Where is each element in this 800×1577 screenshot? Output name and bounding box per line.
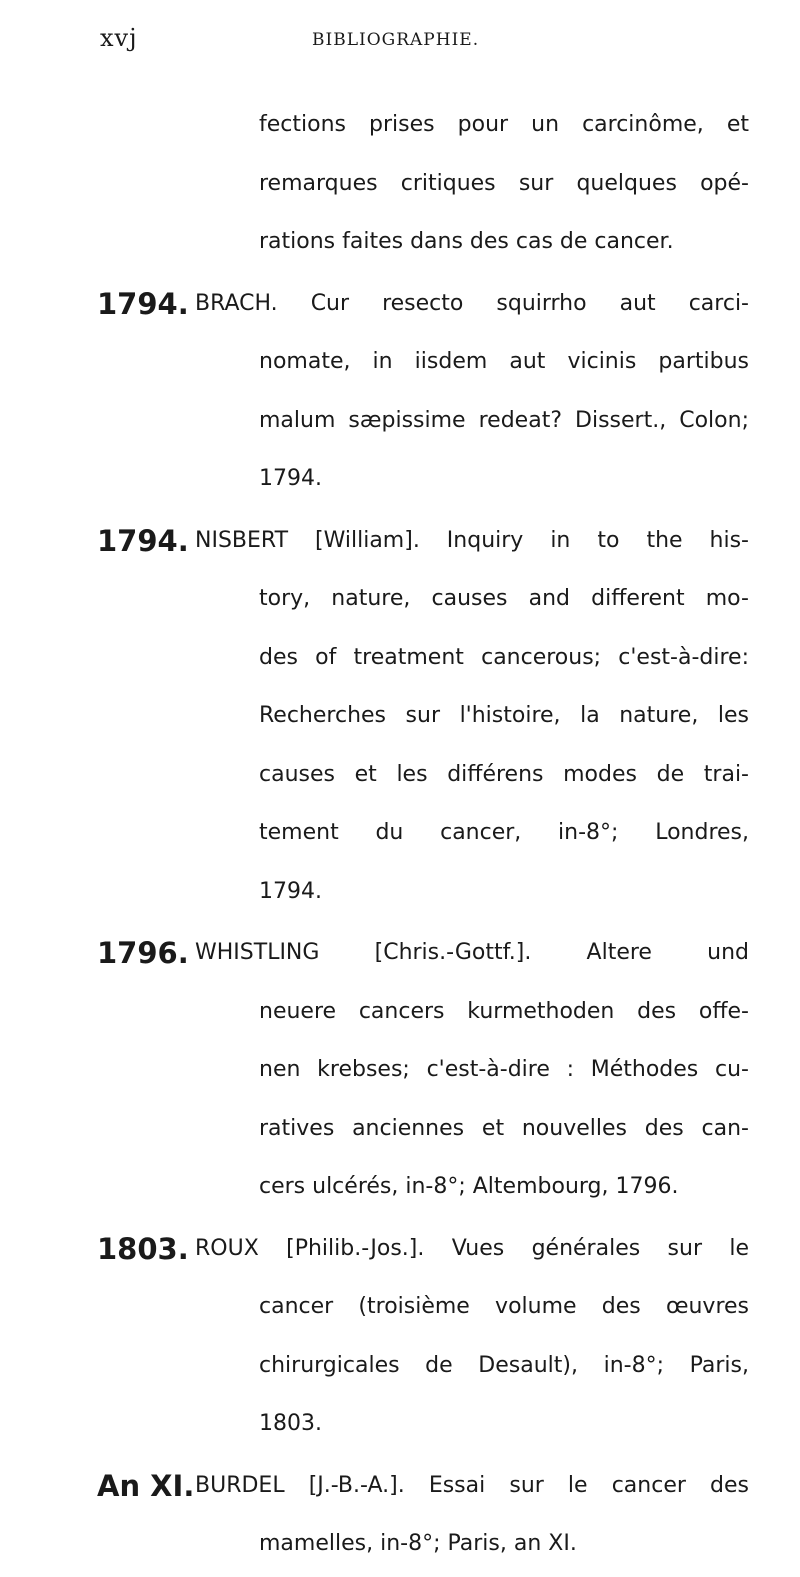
entry-year: 1803. xyxy=(97,1231,189,1266)
text-line: causes et les différens modes de trai- xyxy=(259,761,749,787)
entry-text xyxy=(195,924,749,1217)
running-title: BIBLIOGRAPHIE. xyxy=(312,30,480,50)
bibliography-body xyxy=(0,96,800,1577)
text-line: ROUX [Philib.-Jos.]. Vues générales sur le xyxy=(195,1235,749,1261)
text-line: remarques critiques sur quelques opé- xyxy=(259,170,749,196)
entry-text xyxy=(195,1220,749,1454)
bibliography-entry-brach xyxy=(0,275,800,509)
text-line: 1794. xyxy=(259,878,322,904)
text-line: mamelles, in-8°; Paris, an XI. xyxy=(259,1531,577,1556)
text-line: tory, nature, causes and different mo- xyxy=(259,586,749,611)
bibliography-entry-roux xyxy=(0,1220,800,1454)
text-line: cers ulcérés, in-8°; Altembourg, 1796. xyxy=(259,1174,679,1199)
entry-text xyxy=(259,96,749,272)
entry-text xyxy=(195,275,749,509)
text-line: malum sæpissime redeat? Dissert., Colon; xyxy=(259,407,749,433)
entry-year: 1796. xyxy=(97,936,189,970)
page-number: xvj xyxy=(100,24,138,52)
text-line: cancer (troisième volume des œuvres xyxy=(259,1294,749,1319)
bibliography-entry-burdel xyxy=(0,1457,800,1574)
text-line: des of treatment cancerous; c'est-à-dire: xyxy=(259,644,749,670)
entry-text xyxy=(195,512,749,922)
text-line: NISBERT [William]. Inquiry in to the his- xyxy=(195,527,749,553)
text-line: BRACH. Cur resecto squirrho aut carci- xyxy=(195,290,749,316)
bibliography-entry-nisbert xyxy=(0,512,800,922)
text-line: 1803. xyxy=(259,1411,322,1436)
text-line: Recherches sur l'histoire, la nature, les xyxy=(259,703,749,728)
bibliography-entry-continuation xyxy=(0,96,800,272)
text-line: ratives anciennes et nouvelles des can- xyxy=(259,1115,749,1141)
text-line: WHISTLING [Chris.-Gottf.]. Altere und xyxy=(195,940,749,965)
page-header xyxy=(100,24,660,64)
text-line: fections prises pour un carcinôme, et xyxy=(259,112,749,137)
text-line: rations faites dans des cas de cancer. xyxy=(259,229,674,254)
text-line: BURDEL [J.-B.-A.]. Essai sur le cancer des xyxy=(195,1472,749,1498)
entry-text xyxy=(195,1457,749,1574)
text-line: neuere cancers kurmethoden des offe- xyxy=(259,998,749,1024)
text-line: tement du cancer, in-8°; Londres, xyxy=(259,820,749,845)
entry-year: 1794. xyxy=(97,286,189,321)
entry-year: 1794. xyxy=(97,523,189,558)
text-line: chirurgicales de Desault), in-8°; Paris, xyxy=(259,1352,749,1378)
entry-year: An XI. xyxy=(97,1468,195,1503)
text-line: nomate, in iisdem aut vicinis partibus xyxy=(259,349,749,374)
text-line: 1794. xyxy=(259,466,322,491)
bibliography-entry-whistling xyxy=(0,924,800,1217)
text-line: nen krebses; c'est-à-dire : Méthodes cu- xyxy=(259,1057,749,1082)
